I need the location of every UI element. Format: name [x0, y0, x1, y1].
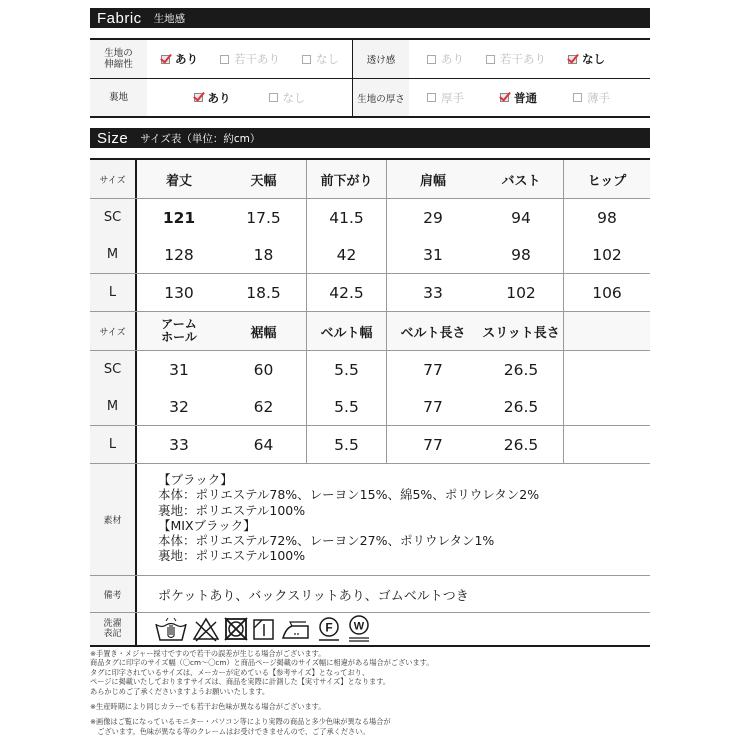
- lining-options: [147, 79, 352, 116]
- table-cell: [564, 351, 650, 388]
- fabric-title-ja: 生地感: [153, 12, 186, 25]
- table-cell: 102: [479, 274, 564, 311]
- table-cell: 18: [221, 236, 307, 273]
- option-label: 薄手: [587, 90, 610, 105]
- table-cell: 17.5: [221, 199, 307, 236]
- table-cell: 26.5: [479, 388, 564, 425]
- option-label: 厚手: [441, 90, 464, 105]
- col-header-slit-length: スリット長さ: [479, 312, 564, 350]
- table-cell: 32: [169, 397, 189, 416]
- table-cell: 5.5: [307, 388, 387, 425]
- col-header-empty: [564, 312, 650, 350]
- no-bleach-icon: [192, 616, 220, 642]
- table-cell: 60: [221, 351, 307, 388]
- table-cell: 18.5: [221, 274, 307, 311]
- size-table2-header-row: [90, 311, 650, 350]
- option-label: あり: [207, 90, 231, 105]
- size-notes: [90, 649, 650, 736]
- note-line: ※画像はご覧になっているモニター・パソコン等により実際の商品と多少色味が異なる場合が: [90, 717, 391, 727]
- table-row: [90, 350, 650, 388]
- remarks-row: [90, 575, 650, 612]
- fabric-table: [90, 38, 650, 118]
- care-icons: [137, 613, 372, 645]
- table-cell: 128: [164, 245, 194, 264]
- thickness-option-thin[interactable]: [573, 90, 610, 106]
- checkbox-empty-icon: [427, 93, 436, 102]
- table-cell: 62: [221, 388, 307, 425]
- sheer-option-slight[interactable]: [486, 51, 546, 67]
- table-cell: 98: [597, 208, 617, 227]
- note-line: ※手置き・メジャー採寸ですので若干の誤差が生じる場合がございます。: [90, 649, 326, 658]
- table-row: [90, 198, 650, 236]
- size-label: SC: [90, 199, 137, 236]
- table-cell: 106: [592, 283, 622, 302]
- sheer-option-none[interactable]: [568, 51, 605, 67]
- table-cell: 42: [307, 236, 387, 273]
- note-line: 商品タグに印字のサイズ幅（〇cm～〇cm）と商品ページ掲載のサイズ幅に相違がある場合がございます。: [90, 658, 434, 668]
- note-line: ※生産時期により同じカラーでも若干お色味が異なる場合がございます。: [90, 702, 326, 712]
- checkbox-empty-icon: [486, 55, 495, 64]
- table-cell: 77: [423, 360, 443, 379]
- table-cell: 77: [423, 397, 443, 416]
- checkbox-empty-icon: [220, 55, 229, 64]
- table-cell: 94: [479, 199, 564, 236]
- table-cell: 77: [423, 435, 443, 454]
- material-text: [137, 464, 650, 575]
- no-tumble-dry-icon: [224, 616, 248, 642]
- sheer-options: [409, 40, 650, 78]
- table-cell: 102: [592, 245, 622, 264]
- table-row: [90, 236, 650, 273]
- table-cell: 33: [423, 283, 443, 302]
- material-line: 裏地：ポリエステル100%: [158, 548, 306, 564]
- option-label: なし: [282, 90, 306, 105]
- note-line: ございます。色味が異なる等のクレームはお受けできませんので、ご了承ください。: [90, 726, 370, 736]
- material-line: 【MIXブラック】: [158, 517, 256, 533]
- table-cell: 41.5: [307, 199, 387, 236]
- material-row: [90, 463, 650, 575]
- note-line: タグに印字されているサイズは、メーカーが定めている【参考サイズ】となっており、: [90, 667, 370, 677]
- checkbox-empty-icon: [269, 93, 278, 102]
- stretch-label: [90, 40, 147, 78]
- checkbox-checked-icon: [500, 93, 509, 102]
- col-header-front-drop: 前下がり: [307, 160, 387, 198]
- svg-text:W: W: [353, 620, 365, 633]
- size-label: SC: [90, 351, 137, 388]
- care-label-line1: 洗濯: [103, 619, 122, 629]
- stretch-option-slight[interactable]: [220, 51, 280, 67]
- table-cell: [564, 388, 650, 425]
- checkbox-empty-icon: [427, 55, 436, 64]
- note-line: ページに掲載いたしておりますサイズは、商品を実際に計測した【実寸サイズ】となります。: [90, 677, 391, 687]
- iron-low-icon: [280, 616, 312, 642]
- size-title-ja: サイズ表（単位：約cm）: [140, 132, 261, 145]
- fabric-title-en: Fabric: [97, 9, 142, 27]
- option-label: なし: [582, 52, 605, 66]
- hand-wash-icon: [154, 616, 188, 642]
- stretch-label-line2: 伸縮性: [104, 59, 133, 70]
- svg-text:F: F: [325, 620, 333, 635]
- checkbox-checked-icon: [568, 55, 577, 64]
- table-cell: 29: [423, 208, 443, 227]
- size-label: L: [90, 426, 137, 463]
- care-label: [90, 613, 137, 645]
- table-cell: 130: [164, 283, 194, 302]
- fabric-row-stretch-sheer: [90, 40, 650, 78]
- table-cell: 64: [221, 426, 307, 463]
- checkbox-empty-icon: [573, 93, 582, 102]
- size-label: M: [90, 236, 137, 273]
- option-label: なし: [316, 52, 339, 66]
- size-section-header: [90, 128, 650, 148]
- size-column-label: サイズ: [90, 312, 137, 350]
- size-column-label: サイズ: [90, 160, 137, 198]
- lining-label: 裏地: [90, 79, 147, 116]
- thickness-option-thick[interactable]: [427, 90, 464, 106]
- material-label: 素材: [90, 464, 137, 575]
- option-label: 若干あり: [234, 52, 280, 66]
- drip-dry-shade-icon: [252, 616, 276, 642]
- col-header-length: 着丈: [165, 173, 192, 189]
- col-header-bust: バスト: [479, 160, 564, 198]
- fabric-section-header: [90, 8, 650, 28]
- col-header-hem-width: 裾幅: [221, 312, 307, 350]
- remarks-label: 備考: [90, 576, 137, 612]
- size-table1-header-row: [90, 160, 650, 198]
- table-cell: 33: [169, 435, 189, 454]
- remarks-text: ポケットあり、バックスリットあり、ゴムベルトつき: [158, 588, 469, 604]
- table-cell: 121: [162, 208, 196, 227]
- stretch-option-yes[interactable]: [161, 51, 198, 67]
- thickness-option-normal[interactable]: [500, 90, 537, 106]
- table-row: [90, 273, 650, 311]
- col-header-belt-length: ベルト長さ: [400, 325, 466, 341]
- table-row: [90, 425, 650, 463]
- size-label: M: [90, 388, 137, 425]
- option-label: 普通: [514, 90, 537, 105]
- fabric-row-lining-thickness: [90, 78, 650, 116]
- col-header-line: アーム: [161, 317, 197, 331]
- lining-option-no[interactable]: [269, 90, 306, 106]
- sheer-label: 透け感: [353, 40, 409, 78]
- table-cell: 26.5: [479, 426, 564, 463]
- material-line: 本体：ポリエステル78%、レーヨン15%、綿5%、ポリウレタン2%: [158, 487, 540, 503]
- lining-option-yes[interactable]: [194, 90, 231, 106]
- col-header-line: ホール: [161, 330, 197, 344]
- size-table: [90, 158, 650, 647]
- option-label: あり: [441, 52, 464, 66]
- col-header-armhole: [137, 312, 221, 350]
- material-line: 【ブラック】: [158, 472, 233, 487]
- note-line: あらかじめご了承くださいますようお願いいたします。: [90, 686, 270, 696]
- checkbox-checked-icon: [161, 55, 170, 64]
- thickness-options: [409, 79, 650, 116]
- table-cell: 5.5: [307, 351, 387, 388]
- table-cell: [564, 426, 650, 463]
- care-label-line2: 表記: [103, 629, 122, 639]
- table-row: [90, 388, 650, 425]
- table-cell: 31: [169, 360, 189, 379]
- checkbox-checked-icon: [194, 93, 203, 102]
- material-line: 本体：ポリエステル72%、レーヨン27%、ポリウレタン1%: [158, 533, 495, 549]
- table-cell: 26.5: [479, 351, 564, 388]
- size-label: L: [90, 274, 137, 311]
- stretch-label-line1: 生地の: [104, 48, 133, 59]
- dry-clean-f-icon: [316, 615, 342, 643]
- size-title-en: Size: [97, 129, 129, 147]
- table-cell: 42.5: [307, 274, 387, 311]
- stretch-option-none[interactable]: [302, 51, 339, 67]
- option-label: あり: [175, 52, 198, 66]
- sheer-option-yes[interactable]: [427, 51, 464, 67]
- material-line: 裏地：ポリエステル100%: [158, 502, 306, 518]
- col-header-hip: ヒップ: [587, 173, 627, 189]
- option-label: 若干あり: [500, 52, 546, 66]
- stretch-options: [147, 40, 352, 78]
- table-cell: 31: [423, 245, 443, 264]
- wet-clean-w-icon: [346, 614, 372, 644]
- table-cell: 98: [479, 236, 564, 273]
- table-cell: 5.5: [307, 426, 387, 463]
- col-header-belt-width: ベルト幅: [307, 312, 387, 350]
- checkbox-empty-icon: [302, 55, 311, 64]
- care-row: [90, 612, 650, 645]
- thickness-label: 生地の厚さ: [353, 79, 409, 116]
- col-header-shoulder: 肩幅: [419, 173, 446, 189]
- col-header-neck-width: 天幅: [221, 160, 307, 198]
